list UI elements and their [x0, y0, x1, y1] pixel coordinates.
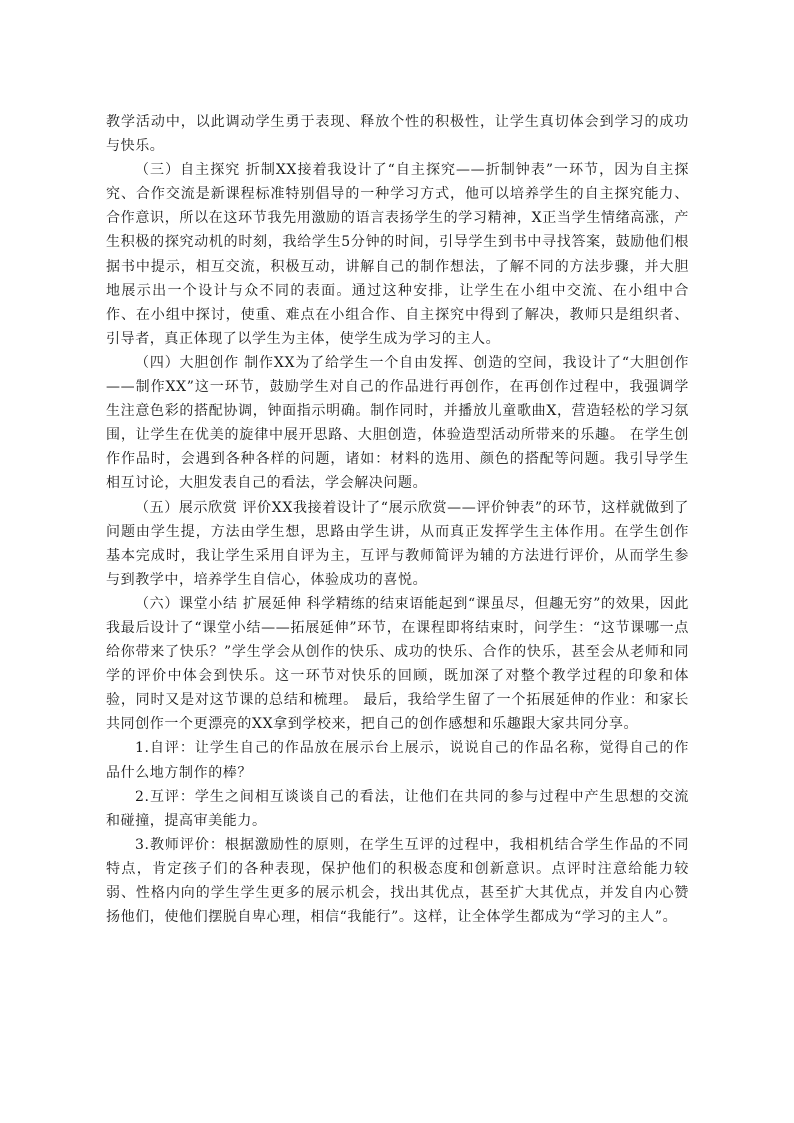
paragraph-section-5: （五）展示欣赏 评价XX我接着设计了“展示欣赏——评价钟表”的环节，这样就做到了问题由学生提，方法由学生想，思路由学生讲，从而真正发挥学生主体作用。在学生创作基本完成时，我让学生采用自评为主，互评与教师简评为辅的方法进行评价，从而学生参与到教学中，培养学生自信心，体验成功的喜悦。 — [106, 499, 689, 588]
paragraph-peer-evaluation: 2.互评：学生之间相互谈谈自己的看法，让他们在共同的参与过程中产生思想的交流和碰撞，提高审美能力。 — [106, 788, 689, 829]
paragraph-section-3: （三）自主探究 折制XX接着我设计了“自主探究——折制钟表”一环节，因为自主探究、合作交流是新课程标准特别倡导的一种学习方式，他可以培养学生的自主探究能力、合作意识，所以在这环节我先用激励的语言表扬学生的学习精神，X正当学生情绪高涨，产生积极的探究动机的时刻，我给学生5分钟的时间，引导学生到书中寻找答案，鼓励他们根据书中提示，相互交流，积极互动，讲解自己的制作想法，了解不同的方法步骤，并大胆地展示出一个设计与众不同的表面。通过这种安排，让学生在小组中交流、在小组中合作、在小组中探讨，使重、难点在小组合作、自主探究中得到了解决，教师只是组织者、引导者，真正体现了以学生为主体，使学生成为学习的主人。 — [106, 162, 689, 347]
paragraph-self-evaluation: 1.自评：让学生自己的作品放在展示台上展示，说说自己的作品名称，觉得自己的作品什么地方制作的棒？ — [106, 740, 689, 781]
paragraph-intro-continuation: 教学活动中，以此调动学生勇于表现、释放个性的积极性，让学生真切体会到学习的成功与快乐。 — [106, 114, 689, 155]
paragraph-teacher-evaluation: 3.教师评价：根据激励性的原则，在学生互评的过程中，我相机结合学生作品的不同特点，肯定孩子们的各种表现，保护他们的积极态度和创新意识。点评时注意给能力较弱、性格内向的学生学生更多的展示机会，找出其优点，甚至扩大其优点，并发自内心赞扬他们，使他们摆脱自卑心理，相信“我能行”。这样，让全体学生都成为“学习的主人”。 — [106, 836, 689, 926]
document-page — [106, 110, 689, 929]
paragraph-section-4: （四）大胆创作 制作XX为了给学生一个自由发挥、创造的空间，我设计了“大胆创作——制作XX”这一环节，鼓励学生对自己的作品进行再创作，在再创作过程中，我强调学生注意色彩的搭配协调，钟面指示明确。制作同时，并播放儿童歌曲X，营造轻松的学习氛围，让学生在优美的旋律中展开思路、大胆创造，体验造型活动所带来的乐趣。 在学生创作作品时，会遇到各种各样的问题，诸如：材料的选用、颜色的搭配等问题。我引导学生相互讨论，大胆发表自己的看法，学会解决问题。 — [106, 354, 689, 492]
paragraph-section-6: （六）课堂小结 扩展延伸 科学精练的结束语能起到“课虽尽，但趣无穷”的效果，因此我最后设计了“课堂小结——拓展延伸”环节，在课程即将结束时，问学生：“这节课哪一点给你带来了快乐？”学生学会从创作的快乐、成功的快乐、合作的快乐，甚至会从老师和同学的评价中体会到快乐。这一环节对快乐的回顾，既加深了对整个教学过程的印象和体验，同时又是对这节课的总结和梳理。 最后，我给学生留了一个拓展延伸的作业：和家长共同创作一个更漂亮的XX拿到学校来，把自己的创作感想和乐趣跟大家共同分享。 — [106, 595, 689, 733]
